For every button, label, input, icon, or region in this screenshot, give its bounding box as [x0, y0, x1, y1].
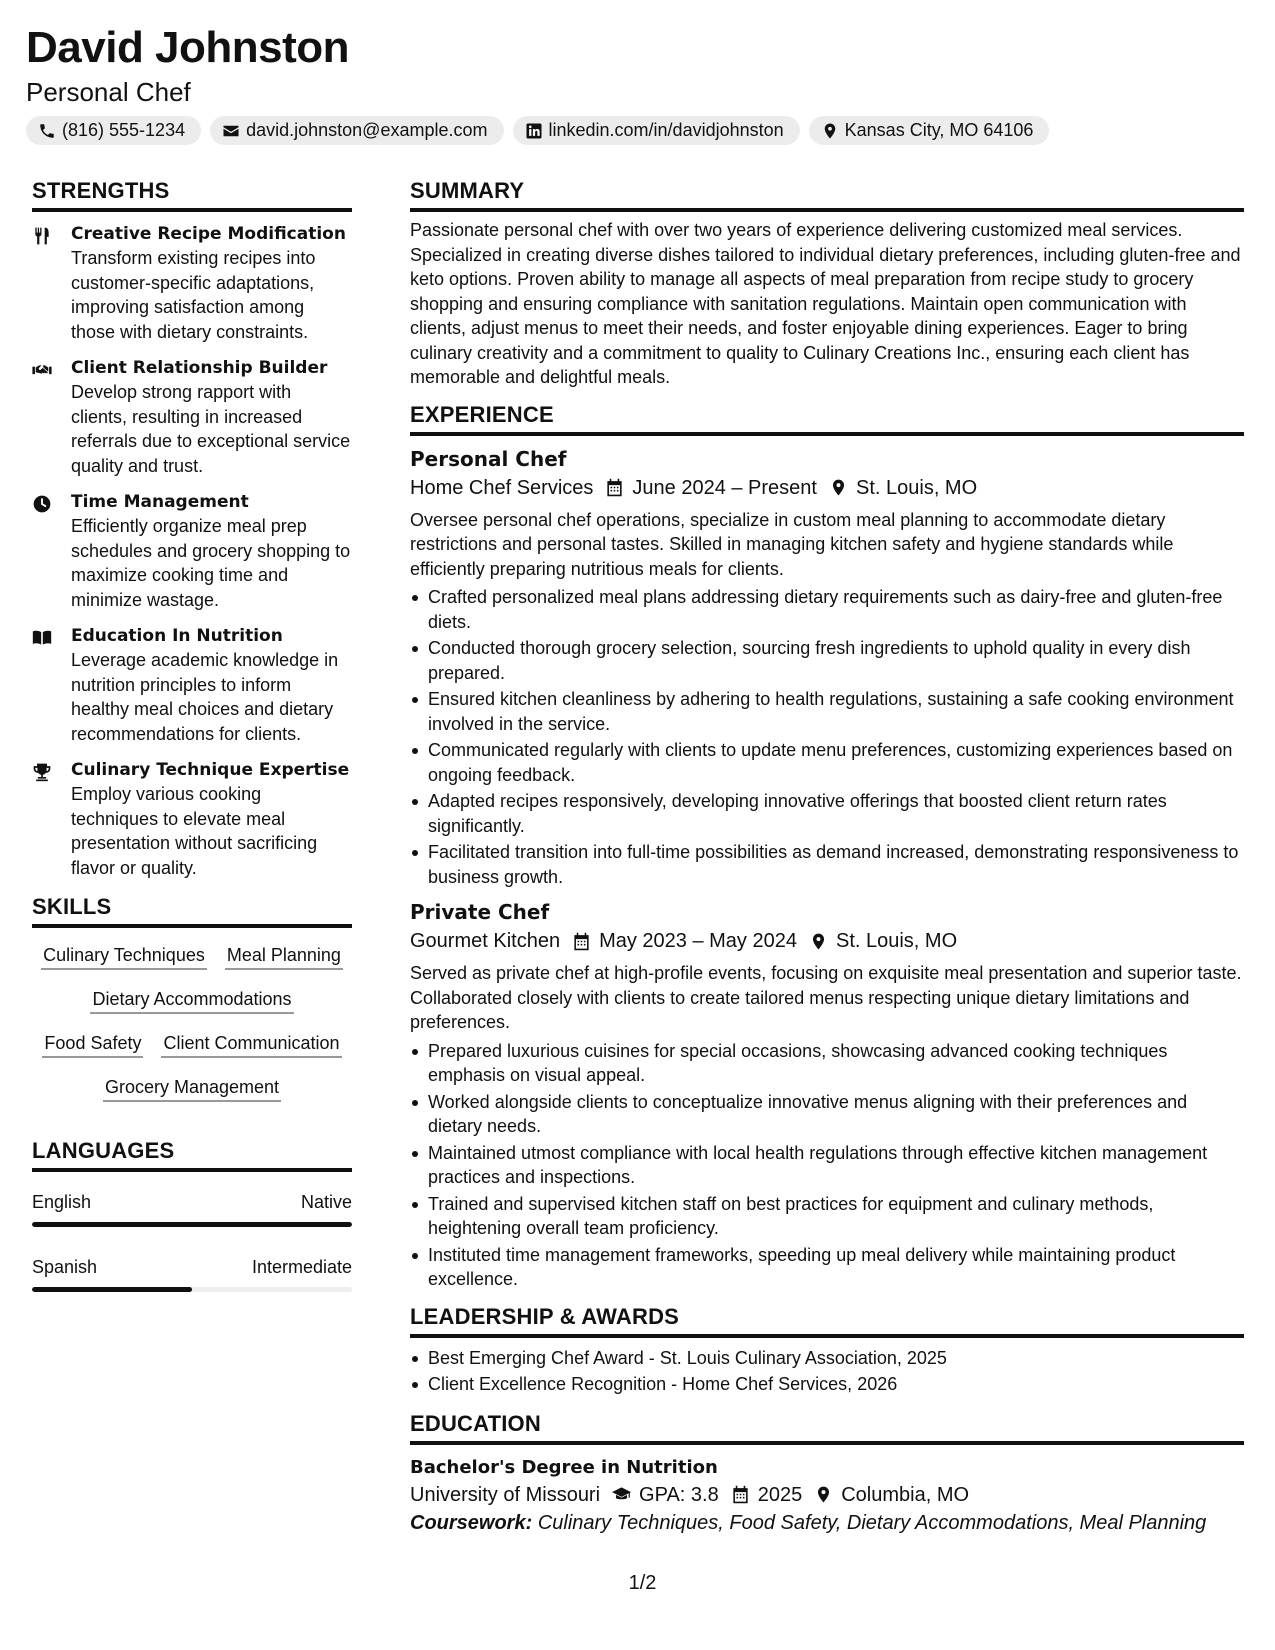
skill-tag: Meal Planning [225, 944, 343, 970]
job-bullet: Crafted personalized meal plans addressing dietary requirements such as dairy-free and gluten-free diets. [410, 585, 1244, 634]
skill-tag: Grocery Management [103, 1076, 281, 1102]
contact-phone[interactable] [26, 116, 201, 145]
candidate-name: David Johnston [26, 23, 350, 72]
job-location: St. Louis, MO [835, 930, 958, 952]
trophy-icon [32, 762, 52, 782]
awards-heading: LEADERSHIP & AWARDS [410, 1302, 1244, 1338]
map-pin-icon [821, 122, 839, 140]
candidate-role: Personal Chef [26, 77, 191, 107]
contact-location[interactable] [809, 116, 1050, 145]
job-bullet: Adapted recipes responsively, developing innovative offerings that boosted client return rates significantly. [410, 789, 1244, 838]
map-pin-icon [829, 478, 848, 497]
language-name: Spanish [32, 1257, 98, 1277]
languages-list [32, 1190, 352, 1292]
education-heading: EDUCATION [410, 1409, 1244, 1445]
utensils-icon [32, 226, 52, 246]
job-bullet: Instituted time management frameworks, speeding up meal delivery while maintaining product excellence. [410, 1243, 1244, 1292]
job-company: Home Chef Services [410, 476, 594, 499]
coursework-label: Coursework: [410, 1511, 533, 1534]
strength-item [32, 222, 352, 344]
job-bullet: Facilitated transition into full-time possibilities as demand increased, demonstrating responsiveness to business growth. [410, 840, 1244, 889]
job-meta [410, 927, 1244, 955]
calendar-icon [731, 1485, 750, 1504]
job-bullet: Conducted thorough grocery selection, sourcing fresh ingredients to uphold quality in every dish prepared. [410, 636, 1244, 685]
job-dates: June 2024 – Present [632, 476, 817, 499]
job-dates: May 2023 – May 2024 [599, 930, 797, 952]
language-proficiency-bar [32, 1222, 352, 1227]
coursework [410, 1509, 1244, 1537]
job-company: Gourmet Kitchen [410, 930, 561, 952]
graduation-year: 2025 [757, 1483, 803, 1506]
strength-title: Client Relationship Builder [71, 358, 328, 378]
job-meta [410, 474, 1244, 502]
summary-text: Passionate personal chef with over two years of experience delivering customized meal services. Specialized in creating diverse dishes tailored to individual dietary preferences, including gluten-free and keto options. Proven ability to manage all aspects of meal preparation from recipe study to grocery shopping and ensuring compliance with sanitation regulations. Maintain open communication with clients, adjust menus to meet their needs, and foster enjoyable dining experiences. Eager to bring culinary creativity and a commitment to quality to Culinary Creations Inc., ensuring each client has memorable and delightful meals. [410, 220, 1241, 387]
job-bullet: Maintained utmost compliance with local health regulations through effective kitchen management practices and inspections. [410, 1141, 1244, 1190]
school-name: University of Missouri [410, 1483, 601, 1506]
school-location: Columbia, MO [841, 1483, 970, 1506]
strength-item [32, 356, 352, 478]
contact-linkedin-text: linkedin.com/in/davidjohnston [548, 120, 784, 140]
strengths-heading: STRENGTHS [32, 176, 352, 212]
award-item: Best Emerging Chef Award - St. Louis Culinary Association, 2025 [410, 1346, 1244, 1371]
skill-tag: Food Safety [42, 1032, 143, 1058]
strength-description: Leverage academic knowledge in nutrition principles to inform healthy meal choices and dietary recommendations for clients. [71, 650, 339, 744]
job-bullet: Trained and supervised kitchen staff on best practices for equipment and culinary methods, heightening overall team proficiency. [410, 1192, 1244, 1241]
job-bullet: Communicated regularly with clients to update menu preferences, customizing experiences based on ongoing feedback. [410, 738, 1244, 787]
contact-location-text: Kansas City, MO 64106 [844, 120, 1034, 140]
calendar-icon [572, 932, 591, 951]
skills-list [32, 944, 352, 1102]
strength-title: Creative Recipe Modification [71, 224, 346, 244]
strength-description: Employ various cooking techniques to elevate meal presentation without sacrificing flavor or quality. [71, 784, 318, 878]
right-column [410, 176, 1244, 1537]
strength-description: Transform existing recipes into customer-specific adaptations, improving satisfaction among those with dietary constraints. [71, 248, 316, 342]
skill-tag: Dietary Accommodations [90, 988, 293, 1014]
job-description: Served as private chef at high-profile events, focusing on exquisite meal presentation and superior taste. Collaborated closely with clients to create tailored menus respecting unique dietary limitations and preferences. [410, 963, 1242, 1032]
job-bullet: Ensured kitchen cleanliness by adhering to health regulations, sustaining a safe cooking environment involved in the service. [410, 687, 1244, 736]
summary-heading: SUMMARY [410, 176, 1244, 212]
experience-heading: EXPERIENCE [410, 400, 1244, 436]
contact-linkedin[interactable] [513, 116, 800, 145]
book-icon [32, 628, 52, 648]
education-meta [410, 1481, 1244, 1509]
left-column [32, 176, 352, 1292]
map-pin-icon [809, 932, 828, 951]
strength-item [32, 758, 352, 880]
contact-email[interactable] [210, 116, 503, 145]
job-bullet: Prepared luxurious cuisines for special occasions, showcasing advanced cooking techniques emphasis on visual appeal. [410, 1039, 1244, 1088]
strength-description: Develop strong rapport with clients, resulting in increased referrals due to exceptional service quality and trust. [71, 382, 351, 476]
job-entry [410, 444, 1244, 890]
gpa-value: GPA: 3.8 [639, 1483, 719, 1506]
phone-icon [38, 122, 56, 140]
job-description: Oversee personal chef operations, specialize in custom meal planning to accommodate dietary restrictions and personal tastes. Skilled in managing kitchen safety and hygiene standards while efficiently preparing nutritious meals for clients. [410, 509, 1174, 579]
skill-tag: Client Communication [161, 1032, 341, 1058]
skill-tag: Culinary Techniques [41, 944, 207, 970]
contact-phone-text: (816) 555-1234 [62, 120, 186, 140]
job-title: Private Chef [410, 900, 550, 924]
languages-heading: LANGUAGES [32, 1136, 352, 1172]
envelope-icon [222, 122, 240, 140]
language-proficiency-bar [32, 1287, 352, 1292]
page-number: 1/2 [628, 1572, 657, 1594]
calendar-icon [605, 478, 624, 497]
strength-item [32, 490, 352, 612]
job-entry [410, 897, 1244, 1292]
awards-list [410, 1346, 1244, 1397]
strength-description: Efficiently organize meal prep schedules and grocery shopping to maximize cooking time and minimize wastage. [71, 516, 351, 610]
linkedin-icon [525, 122, 543, 140]
language-level: Intermediate [251, 1257, 352, 1277]
job-bullets [410, 585, 1244, 889]
resume-header [26, 22, 1256, 145]
job-location: St. Louis, MO [856, 476, 978, 499]
contact-bar [26, 116, 1256, 145]
language-level: Native [300, 1192, 352, 1212]
language-proficiency-fill [32, 1287, 192, 1292]
language-item [32, 1255, 352, 1292]
language-name: English [32, 1192, 92, 1212]
strength-item [32, 624, 352, 746]
job-bullets [410, 1039, 1244, 1292]
skills-heading: SKILLS [32, 892, 352, 928]
clock-icon [32, 494, 52, 514]
strength-title: Culinary Technique Expertise [71, 760, 350, 780]
strengths-list [32, 222, 352, 880]
handshake-icon [32, 360, 52, 380]
coursework-list: Culinary Techniques, Food Safety, Dietary Accommodations, Meal Planning [537, 1511, 1207, 1534]
map-pin-icon [814, 1485, 833, 1504]
award-item: Client Excellence Recognition - Home Chef Services, 2026 [410, 1372, 1244, 1397]
strength-title: Time Management [71, 492, 249, 512]
language-proficiency-fill [32, 1222, 352, 1227]
strength-title: Education In Nutrition [71, 626, 283, 646]
job-bullet: Worked alongside clients to conceptualize innovative menus aligning with their preferences and dietary needs. [410, 1090, 1244, 1139]
contact-email-text: david.johnston@example.com [246, 120, 488, 140]
graduation-cap-icon [612, 1485, 631, 1504]
language-item [32, 1190, 352, 1227]
degree-title: Bachelor's Degree in Nutrition [410, 1456, 718, 1478]
job-title: Personal Chef [410, 446, 567, 471]
